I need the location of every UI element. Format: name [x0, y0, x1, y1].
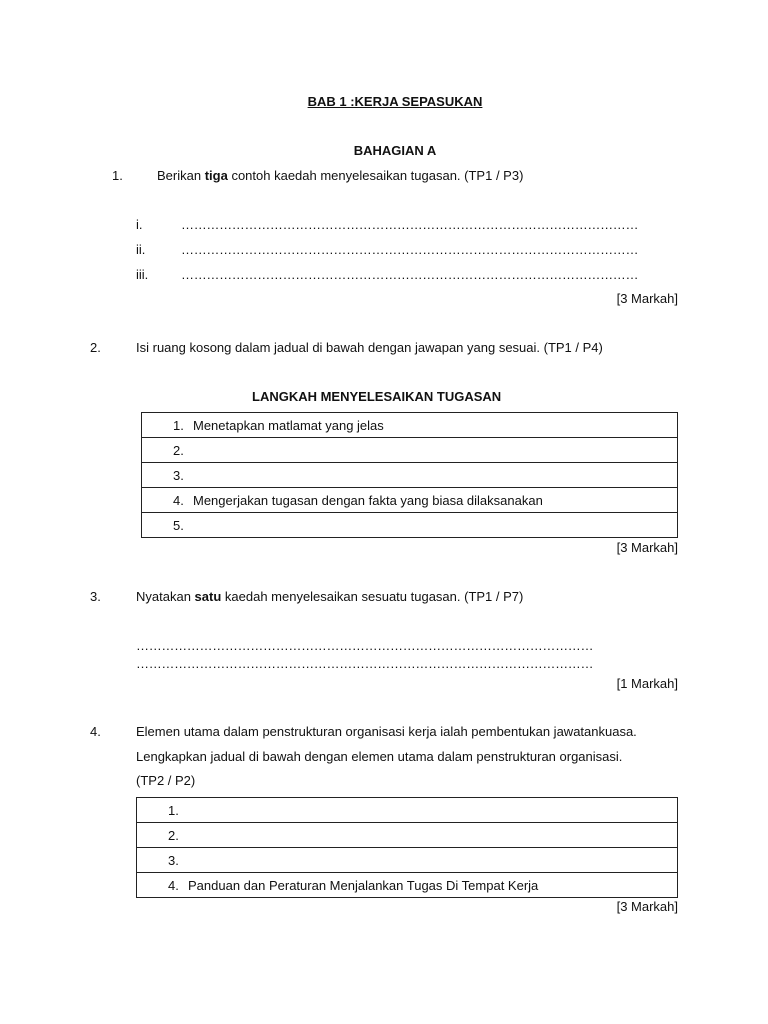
row-number: 4. [173, 492, 184, 508]
row-number: 2. [173, 442, 184, 458]
table-cell[interactable] [137, 823, 678, 848]
q4-line-1: Elemen utama dalam penstrukturan organisasi kerja ialah pembentukan jawatankuasa. [136, 724, 637, 739]
table-row [142, 463, 678, 488]
q1-answer-label-3: iii. [136, 267, 149, 282]
row-number: 4. [168, 877, 179, 893]
table-row [142, 513, 678, 538]
table-row [142, 438, 678, 463]
q2-text: Isi ruang kosong dalam jadual di bawah dengan jawapan yang sesuai. (TP1 / P4) [136, 340, 603, 355]
q1-text-before: Berikan [157, 168, 205, 183]
table-cell[interactable] [137, 848, 678, 873]
q1-text-after: contoh kaedah menyelesaikan tugasan. (TP1 / P3) [227, 168, 524, 183]
q4-marks: [3 Markah] [616, 899, 678, 914]
q2-table-title: LANGKAH MENYELESAIKAN TUGASAN [252, 389, 502, 404]
q3-text-after: kaedah menyelesaikan sesuatu tugasan. (TP1 / P7) [221, 589, 524, 604]
row-number: 5. [173, 517, 184, 533]
table-cell[interactable] [142, 513, 678, 538]
table-cell[interactable] [142, 438, 678, 463]
q4-line-3: (TP2 / P2) [136, 773, 196, 788]
chapter-title: BAB 1 :KERJA SEPASUKAN [307, 94, 483, 109]
row-text: Mengerjakan tugasan dengan fakta yang biasa dilaksanakan [193, 492, 543, 508]
table-cell[interactable] [142, 488, 678, 513]
q1-answer-line-1[interactable]: ……………………………………………………………………………………………… [181, 217, 639, 232]
q1-marks: [3 Markah] [616, 291, 678, 306]
table-cell[interactable] [137, 798, 678, 823]
row-number: 1. [173, 417, 184, 433]
row-text: Panduan dan Peraturan Menjalankan Tugas Di Tempat Kerja [188, 877, 539, 893]
table-row [137, 823, 678, 848]
table-cell[interactable] [142, 463, 678, 488]
q2-marks: [3 Markah] [616, 540, 678, 555]
section-title: BAHAGIAN A [353, 143, 437, 158]
q4-table [136, 797, 678, 898]
q3-text [136, 589, 523, 604]
row-number: 2. [168, 827, 179, 843]
q1-answer-line-2[interactable]: ……………………………………………………………………………………………… [181, 242, 639, 257]
q1-text [157, 168, 523, 183]
table-row [137, 798, 678, 823]
row-text: Menetapkan matlamat yang jelas [193, 417, 384, 433]
row-number: 3. [173, 467, 184, 483]
table-cell[interactable] [137, 873, 678, 898]
q3-number: 3. [90, 589, 101, 604]
row-number: 1. [168, 802, 179, 818]
q3-answer-line-2[interactable]: ……………………………………………………………………………………………… [136, 656, 594, 671]
q2-number: 2. [90, 340, 101, 355]
q3-answer-line-1[interactable]: ……………………………………………………………………………………………… [136, 638, 594, 653]
q3-marks: [1 Markah] [616, 676, 678, 691]
q3-text-bold: satu [194, 589, 222, 604]
q1-text-bold: tiga [204, 168, 228, 183]
row-number: 3. [168, 852, 179, 868]
q1-answer-label-1: i. [136, 217, 143, 232]
q3-text-before: Nyatakan [136, 589, 195, 604]
table-row [142, 413, 678, 438]
q4-line-2: Lengkapkan jadual di bawah dengan elemen utama dalam penstrukturan organisasi. [136, 749, 623, 764]
q2-table [141, 412, 678, 538]
table-row [137, 848, 678, 873]
q1-number: 1. [112, 168, 123, 183]
table-cell[interactable] [142, 413, 678, 438]
table-row [137, 873, 678, 898]
q1-answer-line-3[interactable]: ……………………………………………………………………………………………… [181, 267, 639, 282]
q4-number: 4. [90, 724, 101, 739]
table-row [142, 488, 678, 513]
q1-answer-label-2: ii. [136, 242, 146, 257]
